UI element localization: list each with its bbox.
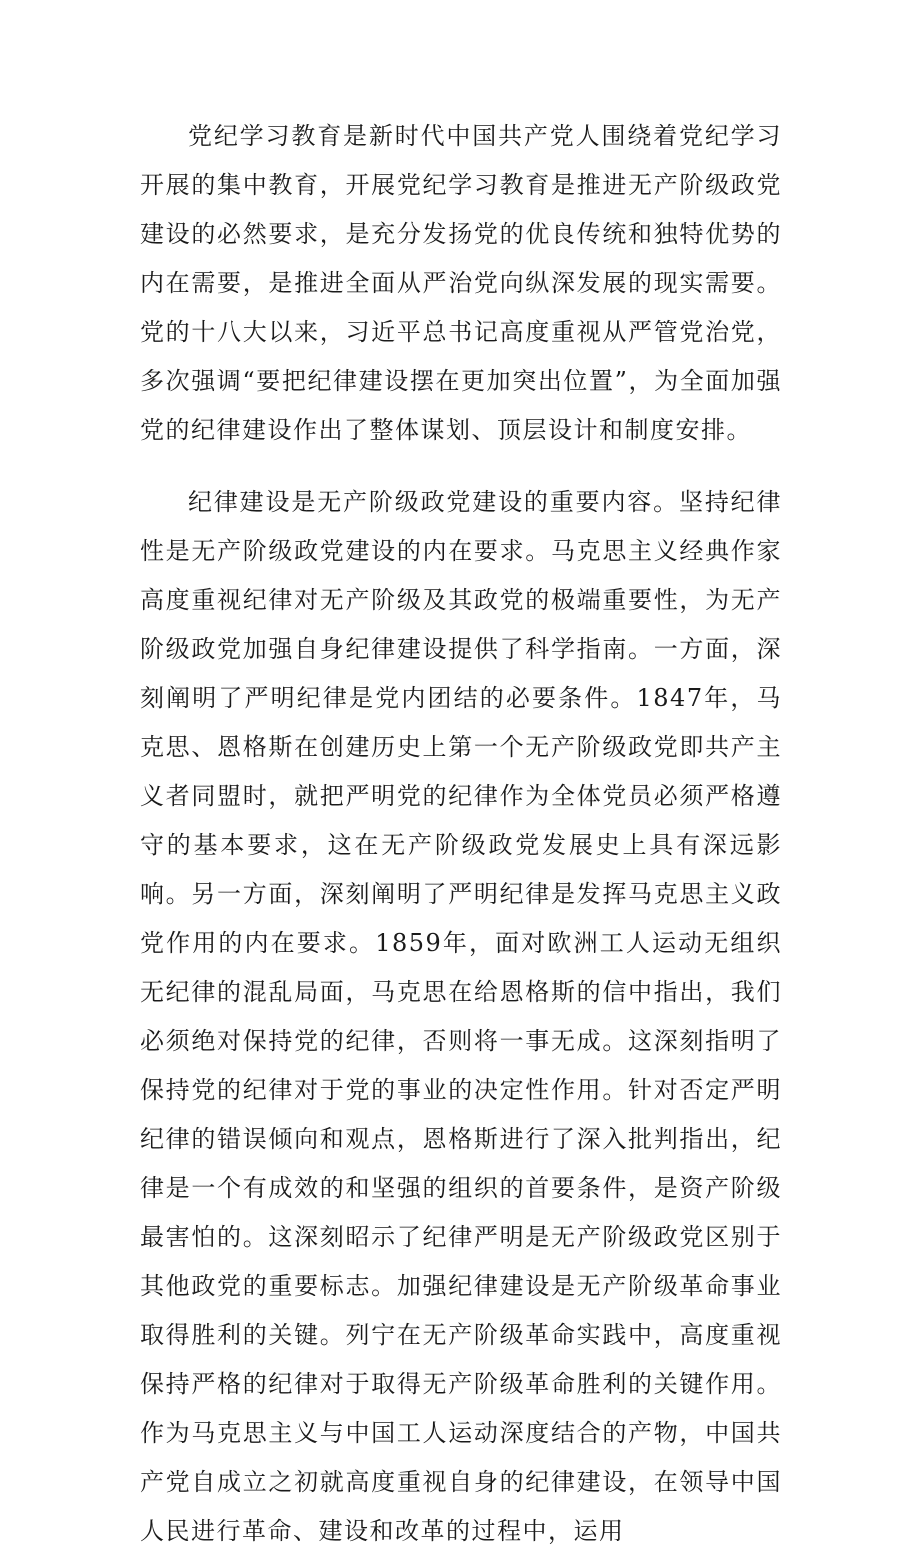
paragraph-discipline: 纪律建设是无产阶级政党建设的重要内容。坚持纪律性是无产阶级政党建设的内在要求。马克思主义经典作家高度重视纪律对无产阶级及其政党的极端重要性，为无产阶级政党加强自身纪律建设提供了科学指南。一方面，深刻阐明了严明纪律是党内团结的必要条件。1847年，马克思、恩格斯在创建历史上第一个无产阶级政党即共产主义者同盟时，就把严明党的纪律作为全体党员必须严格遵守的基本要求，这在无产阶级政党发展史上具有深远影响。另一方面，深刻阐明了严明纪律是发挥马克思主义政党作用的内在要求。1859年，面对欧洲工人运动无组织无纪律的混乱局面，马克思在给恩格斯的信中指出，我们必须绝对保持党的纪律，否则将一事无成。这深刻指明了保持党的纪律对于党的事业的决定性作用。针对否定严明纪律的错误倾向和观点，恩格斯进行了深入批判指出，纪律是一个有成效的和坚强的组织的首要条件，是资产阶级最害怕的。这深刻昭示了纪律严明是无产阶级政党区别于其他政党的重要标志。加强纪律建设是无产阶级革命事业取得胜利的关键。列宁在无产阶级革命实践中，高度重视保持严格的纪律对于取得无产阶级革命胜利的关键作用。作为马克思主义与中国工人运动深度结合的产物，中国共产党自成立之初就高度重视自身的纪律建设，在领导中国人民进行革命、建设和改革的过程中，运用 (140, 488, 782, 1545)
paragraph-intro: 党纪学习教育是新时代中国共产党人围绕着党纪学习开展的集中教育，开展党纪学习教育是推进无产阶级政党建设的必然要求，是充分发扬党的优良传统和独特优势的内在需要，是推进全面从严治党向纵深发展的现实需要。党的十八大以来，习近平总书记高度重视从严管党治党，多次强调“要把纪律建设摆在更加突出位置”，为全面加强党的纪律建设作出了整体谋划、顶层设计和制度安排。 (140, 122, 782, 444)
document-body (140, 112, 782, 1556)
